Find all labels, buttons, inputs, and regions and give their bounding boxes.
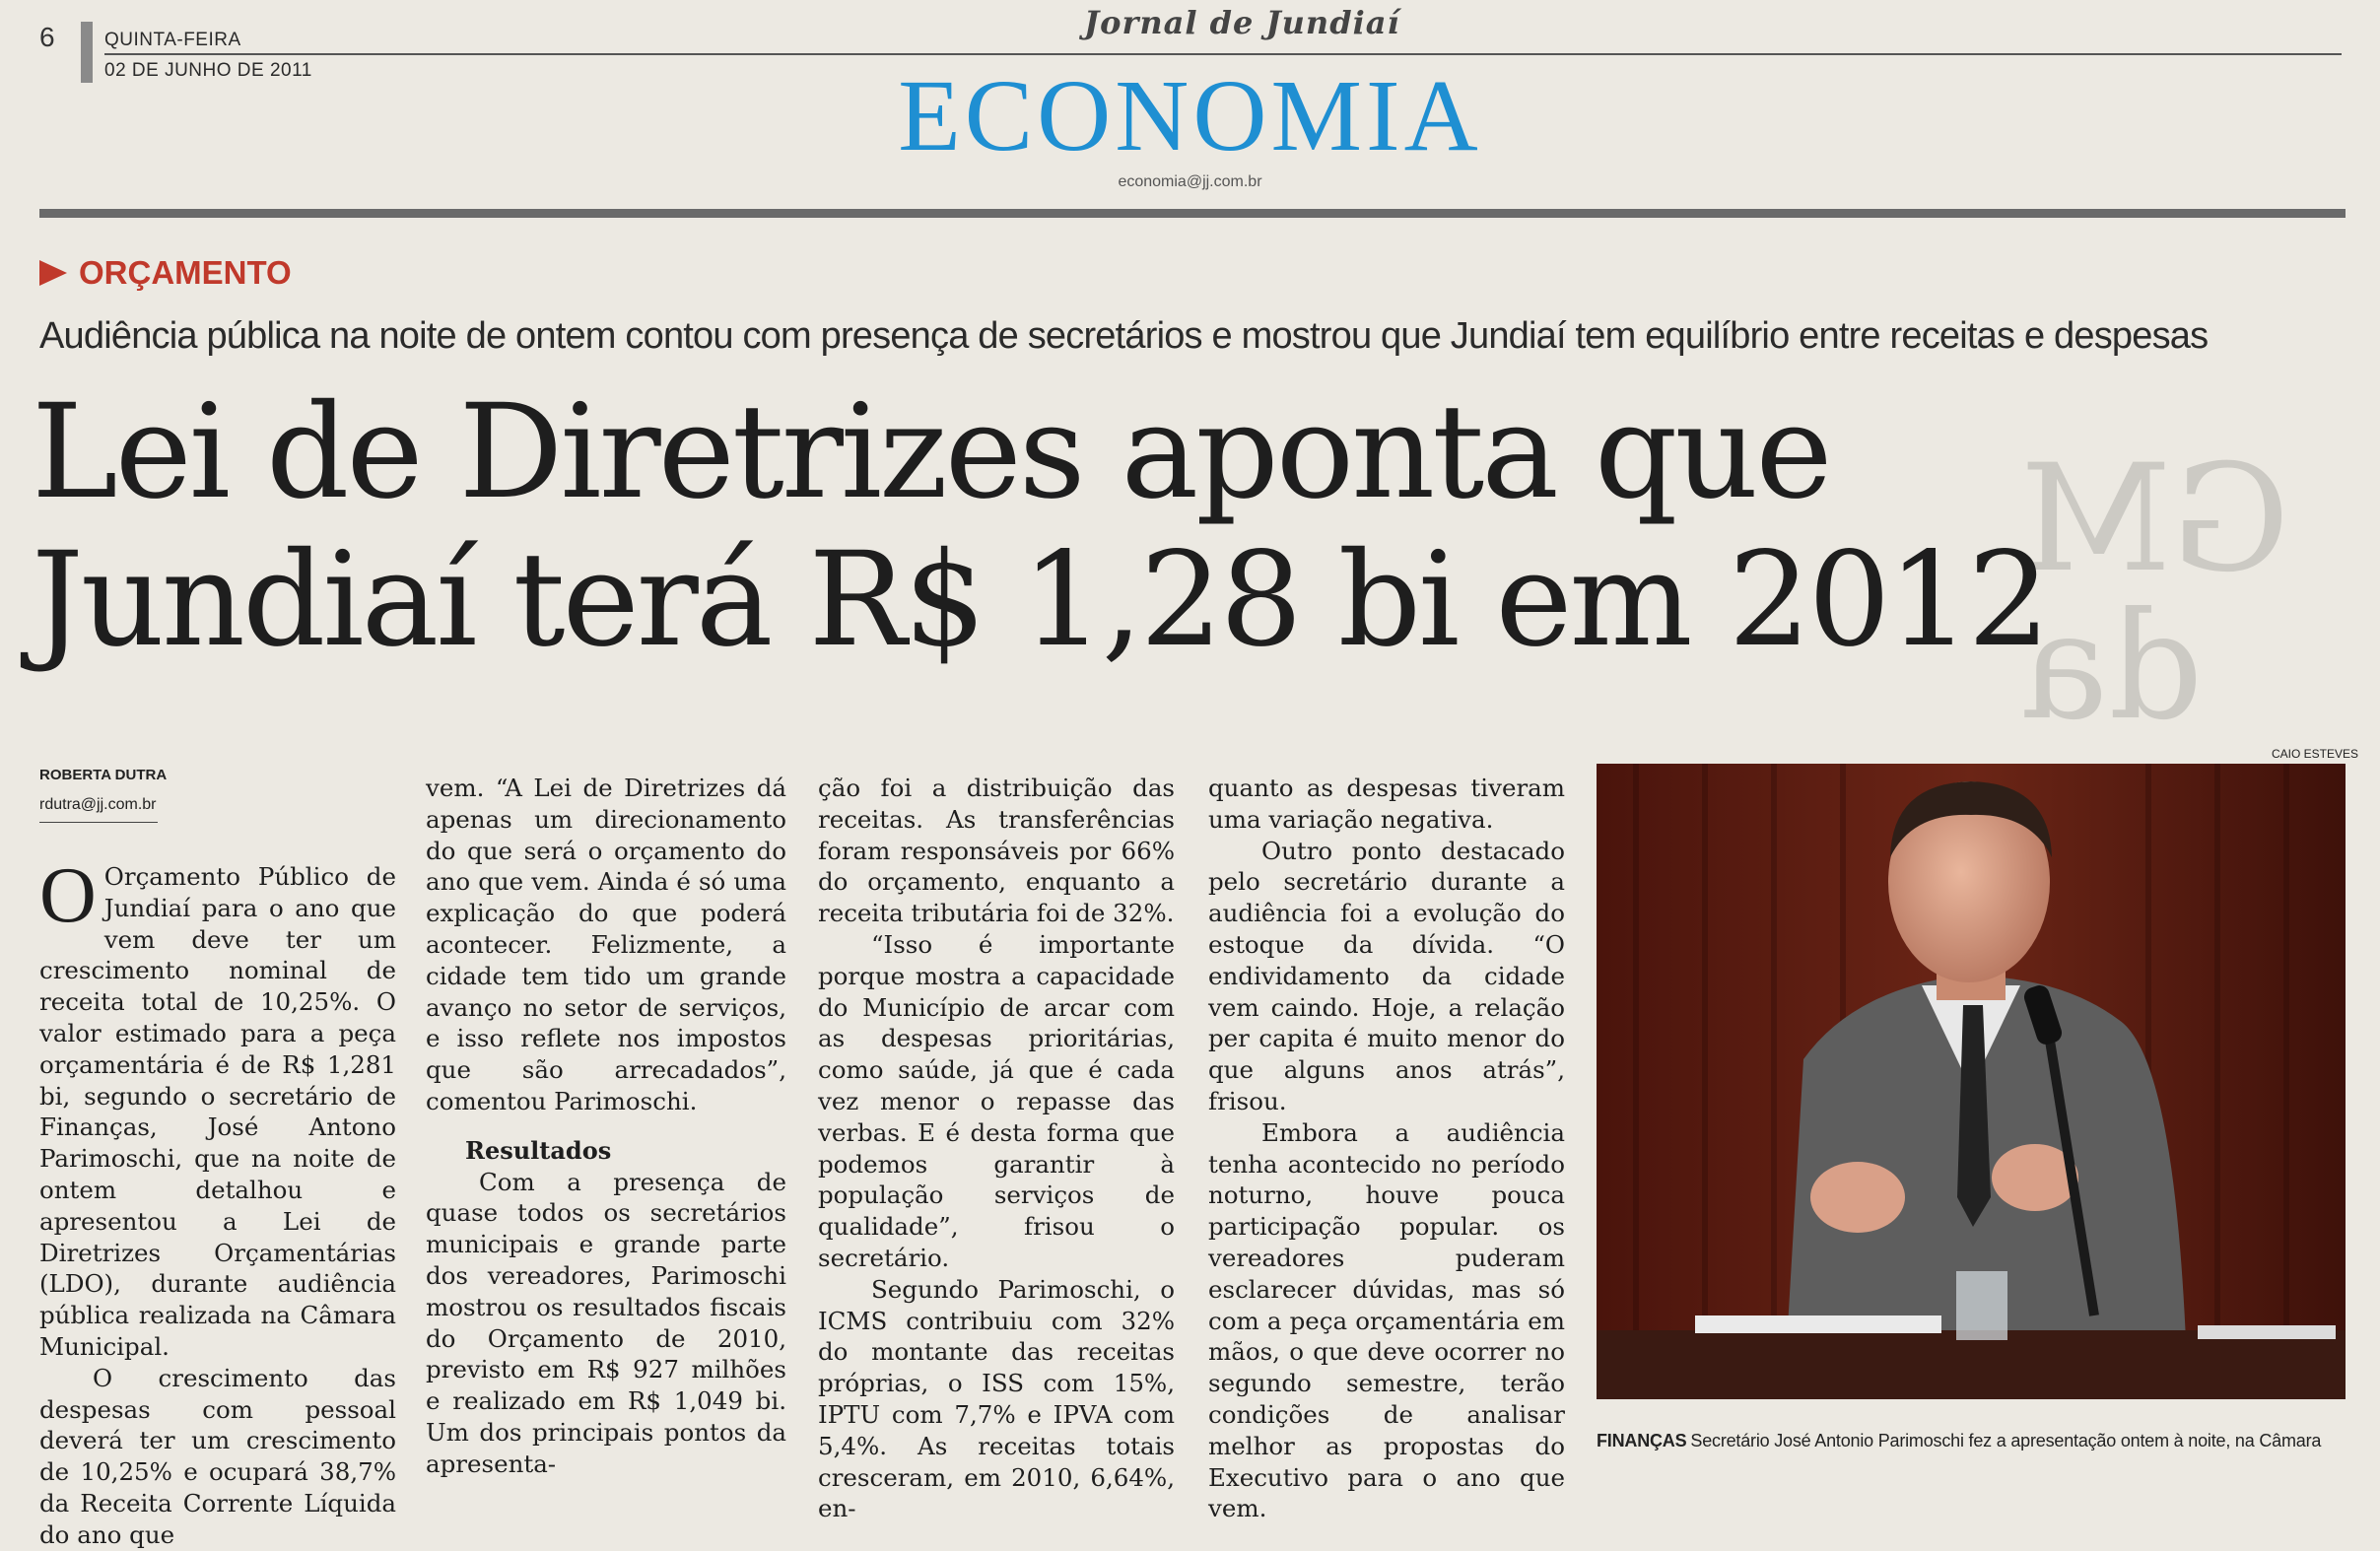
kicker-label: ORÇAMENTO	[79, 254, 292, 291]
paragraph: Outro ponto destacado pelo secretário durante a audiência foi a evolução do estoque da dívida. “O endividamento da cidade vem caindo. Hoje, a relação per capita é muito menor do que alguns anos atrás”, frisou.	[1208, 836, 1565, 1115]
caption-label: FINANÇAS	[1597, 1431, 1687, 1450]
drop-cap: O	[39, 852, 97, 939]
section-rule	[39, 209, 2346, 218]
masthead-rule	[104, 53, 2342, 55]
section-title: ECONOMIA	[898, 59, 1482, 172]
article-column-1	[39, 852, 396, 1551]
author-email: rdutra@jj.com.br	[39, 796, 157, 813]
paragraph: O Orçamento Público de Jundiaí para o ano que vem deve ter um crescimento nominal de receita total de 10,25%. O valor estimado para a peça orçamentária é de R$ 1,281 bi, segundo o secretário de Finanças, José Antono Parimoschi, que na noite de ontem detalhou e apresentou a Lei de Diretrizes Orçamentárias (LDO), durante audiência pública realizada na Câmara Municipal.	[39, 852, 396, 1361]
paragraph: Com a presença de quase todos os secretários municipais e grande parte dos vereadores, Parimoschi mostrou os resultados fiscais do Orçamento de 2010, previsto em R$ 927 milhões e realizado em R$ 1,049 bi. Um dos principais pontos da apresenta-	[426, 1167, 786, 1478]
issue-date: 02 DE JUNHO DE 2011	[104, 60, 312, 81]
byline-rule	[39, 822, 158, 823]
paragraph: Embora a audiência tenha acontecido no período noturno, houve pouca participação popular. os vereadores puderam esclarecer dúvidas, mas só com a peça orçamentária em mãos, o que deve ocorrer no segundo semestre, terão condições de analisar melhor as propostas do Executivo para o ano que vem.	[1208, 1117, 1565, 1523]
article-column-4	[1208, 773, 1565, 1524]
newspaper-logo: Jornal de Jundiaí	[1084, 4, 1400, 41]
photo-credit: CAIO ESTEVES	[2272, 747, 2359, 761]
bleed-through-text: da	[2020, 581, 2204, 753]
kicker	[39, 254, 292, 292]
photo-caption	[1597, 1431, 2346, 1451]
headline-line-1: Lei de Diretrizes aponta que	[32, 376, 1830, 528]
paragraph: ção foi a distribuição das receitas. As transferências foram responsáveis por 66% do orçamento, enquanto a receita tributária foi de 32%.	[818, 774, 1175, 928]
paragraph: vem. “A Lei de Diretrizes dá apenas um direcionamento do que será o orçamento do ano que vem. Ainda é só uma explicação do que poderá acontecer. Felizmente, a cidade tem tido um grande avanço no setor de serviços, e isso reflete nos impostos que são arrecadados”, comentou Parimoschi.	[426, 774, 786, 1115]
bleed-through-text: GM	[2020, 434, 2290, 605]
caption-text: Secretário José Antonio Parimoschi fez a apresentação ontem à noite, na Câmara	[1690, 1431, 2322, 1450]
subheading: Resultados	[465, 1135, 612, 1165]
paragraph: Segundo Parimoschi, o ICMS contribuiu com 32% do montante das receitas próprias, o ISS com 15%, IPTU com 7,7% e IPVA com 5,4%. As receitas totais cresceram, em 2010, 6,64%, en-	[818, 1274, 1175, 1523]
article-column-2	[426, 773, 786, 1480]
author-name: ROBERTA DUTRA	[39, 767, 168, 783]
arrow-icon	[39, 260, 67, 286]
paragraph: “Isso é importante porque mostra a capacidade do Município de arcar com as despesas prioritárias, como saúde, já que é cada vez menor o repasse das verbas. E é desta forma que podemos garantir à população serviços de qualidade”, frisou o secretário.	[818, 929, 1175, 1272]
article-column-3	[818, 773, 1175, 1524]
article-headline	[32, 378, 2347, 674]
paragraph: quanto as despesas tiveram uma variação negativa.	[1208, 774, 1565, 834]
page-number: 6	[39, 22, 55, 52]
section-email: economia@jj.com.br	[1118, 173, 1262, 190]
weekday: QUINTA-FEIRA	[104, 30, 241, 50]
headline-line-2: Jundiaí terá R$ 1,28 bi em 2012	[32, 524, 2048, 676]
article-photo	[1597, 764, 2346, 1399]
paragraph: O crescimento das despesas com pessoal deverá ter um crescimento de 10,25% e ocupará 38,7% da Receita Corrente Líquida do ano que	[39, 1363, 396, 1549]
article-subtitle: Audiência pública na noite de ontem contou com presença de secretários e mostrou que Jundiaí tem equilíbrio entre receitas e despesas	[39, 315, 2209, 357]
speaker-photo-illustration	[1597, 764, 2346, 1399]
